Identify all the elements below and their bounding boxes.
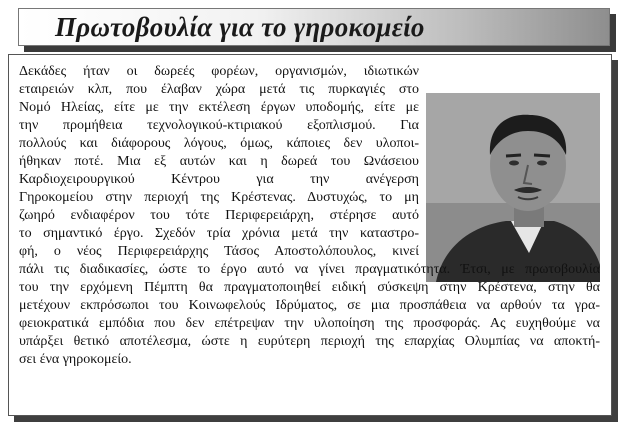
- article-line: πολλούς και διάφορους λόγους, όμως, κάποιες δεν υλοποι-: [19, 136, 419, 151]
- article-box: [8, 54, 612, 416]
- article-line: υπάρξει θετικό αποτέλεσμα, ώστε η ευρύτερη περιοχή της επαρχίας Ολυμπίας να αποκτή-: [19, 334, 600, 349]
- article-line: ζωηρό ενδιαφέρον του τότε Περιφερειάρχη, στέρησε αυτό: [19, 208, 419, 223]
- article-line: το σημαντικό έργο. Σχεδόν τρία χρόνια μετά την καταστρο-: [19, 226, 419, 241]
- article-line: Νομό Ηλείας, είτε με την εκτέλεση έργων υποδομής, είτε με: [19, 100, 419, 115]
- article-line: εταιρειών κλπ, που έλαβαν χώρα μετά τις πυρκαγιές στο: [19, 82, 419, 97]
- article-line: ήθηκαν ποτέ. Μια εξ αυτών και η δωρεά του Ωνάσειου: [19, 154, 419, 169]
- article-line: μετέχουν εκπρόσωποι του Κοινωφελούς Ιδρύματος, σε μια προσπάθεια να αρθούν τα γρα-: [19, 298, 600, 313]
- article-title: Πρωτοβουλία για το γηροκομείο: [55, 12, 425, 42]
- article-line: Καρδιοχειρουργικού Κέντρου για την ανέγερση: [19, 172, 419, 187]
- article-line: φή, ο νέος Περιφερειάρχης Τάσος Αποστολόπουλος, κινεί: [19, 244, 419, 259]
- title-banner: [18, 8, 610, 46]
- article-line: την προμήθεια τεχνολογικού-κτιριακού εξοπλισμού. Για: [19, 118, 419, 133]
- article-line: πάλι τις διαδικασίες, ώστε το έργο αυτό να γίνει πραγματικότητα. Έτσι, με πρωτοβουλία: [19, 262, 600, 277]
- article-line: Γηροκομείου στην περιοχή της Κρέστενας. Δυστυχώς, το μη: [19, 190, 419, 205]
- article-line: Δεκάδες ήταν οι δωρεές φορέων, οργανισμών, ιδιωτικών: [19, 64, 419, 79]
- article-line: του την ερχόμενη Πέμπτη θα πραγματοποιηθεί ειδική σύσκεψη στην Κρέστενα, στην θα: [19, 280, 600, 295]
- article-line: σει ένα γηροκομείο.: [19, 352, 132, 367]
- portrait-photo-graphic: [426, 93, 600, 282]
- portrait-photo: [426, 93, 600, 282]
- article-line: φειοκρατικά εμπόδια που δεν επέτρεψαν την υλοποίηση της προσφοράς. Ας ευχηθούμε να: [19, 316, 600, 331]
